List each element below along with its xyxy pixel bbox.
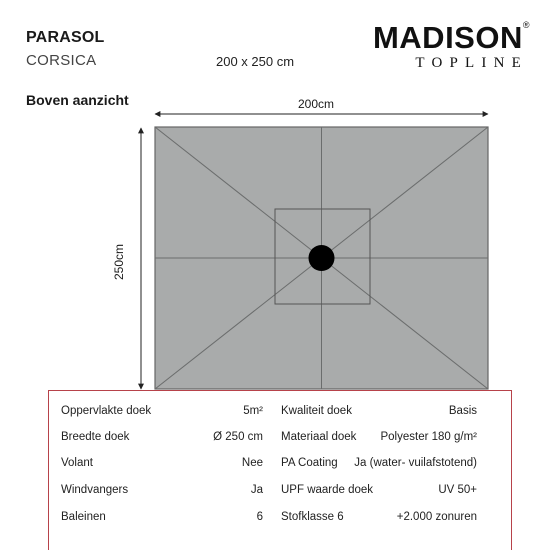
spec-value: UV 50+ xyxy=(438,484,477,496)
spec-label: Baleinen xyxy=(61,511,106,523)
spec-value: Nee xyxy=(241,457,263,469)
view-title: Boven aanzicht xyxy=(26,92,129,108)
spec-value: +2.000 zonuren xyxy=(396,511,477,523)
spec-row xyxy=(281,457,477,473)
spec-label: UPF waarde doek xyxy=(281,484,374,496)
product-dimensions: 200 x 250 cm xyxy=(216,54,295,69)
width-label: 200cm xyxy=(298,97,335,111)
height-label: 250cm xyxy=(112,243,126,280)
spec-row xyxy=(281,405,477,421)
spec-label: Stofklasse 6 xyxy=(281,511,344,523)
product-type: PARASOL xyxy=(26,29,105,46)
spec-value: Polyester 180 g/m² xyxy=(380,431,477,443)
spec-label: Materiaal doek xyxy=(281,431,357,443)
brand-tagline: TOPLINE xyxy=(415,55,528,71)
product-name: CORSICA xyxy=(26,52,97,69)
spec-value: Ja xyxy=(250,484,263,496)
spec-row xyxy=(61,457,263,473)
spec-row xyxy=(61,511,263,527)
spec-row xyxy=(281,511,477,527)
brand-name: MADISON xyxy=(372,20,523,55)
spec-label: PA Coating xyxy=(281,457,338,469)
spec-value: 5m² xyxy=(243,405,263,417)
spec-row xyxy=(61,484,263,500)
specifications-panel xyxy=(48,390,512,550)
spec-row xyxy=(281,484,477,500)
registered-mark: ® xyxy=(522,20,530,30)
spec-label: Breedte doek xyxy=(61,431,130,443)
spec-label: Volant xyxy=(61,457,93,469)
spec-value: 6 xyxy=(256,511,263,523)
spec-row xyxy=(61,431,263,447)
spec-label: Windvangers xyxy=(61,484,129,496)
spec-value: Ø 250 cm xyxy=(213,431,263,443)
pole-icon xyxy=(309,245,335,271)
spec-value: Ja (water- vuilafstotend) xyxy=(354,457,477,469)
spec-label: Kwaliteit doek xyxy=(281,405,352,417)
spec-label: Oppervlakte doek xyxy=(61,405,152,417)
spec-row xyxy=(61,405,263,421)
spec-value: Basis xyxy=(448,405,477,417)
spec-row xyxy=(281,431,477,447)
